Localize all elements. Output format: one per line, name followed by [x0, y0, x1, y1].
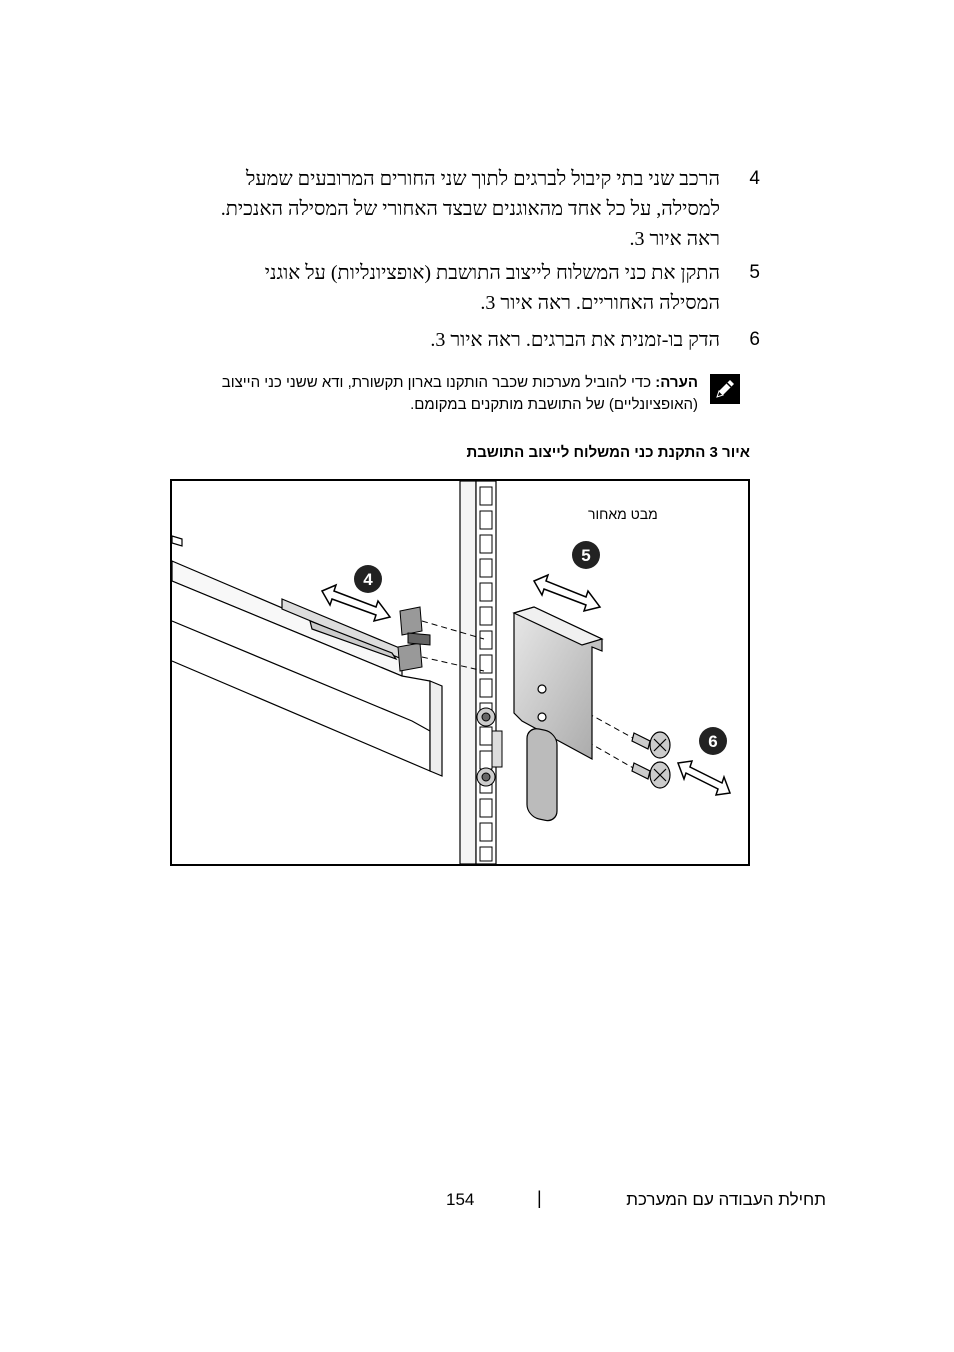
callout-4: 4 — [363, 570, 373, 589]
step-line: הרכב שני בתי קיבול לברגים לתוך שני החורים המרובעים שמעל — [245, 168, 720, 190]
rack-diagram — [172, 481, 748, 864]
step-number: 6 — [749, 329, 760, 350]
step-line: הדק בו-זמנית את הברגים. ראה איור 3. — [430, 329, 720, 351]
rail-clips — [398, 607, 430, 671]
footer-separator: | — [537, 1188, 542, 1208]
step-line: למסילה, על כל אחד מהאוגנים שבצד האחורי של המסילה האנכית. — [220, 198, 720, 220]
step-5 — [110, 258, 760, 318]
rack-rail — [460, 481, 496, 864]
shipping-bracket — [514, 607, 602, 823]
step-line: המסילה האחוריים. ראה איור 3. — [480, 292, 720, 314]
step-text — [100, 164, 720, 254]
step-4 — [110, 164, 760, 254]
figure-illustration — [170, 479, 750, 866]
note-line: כדי להוביל מערכות שכבר הותקנו בארון תקשורת, ודא ששני כני הייצוב — [221, 374, 652, 391]
note-pencil-icon — [710, 374, 740, 404]
step-number: 5 — [749, 262, 760, 283]
note-line: (האופציונליים) של התושבת מותקנים במקומם. — [410, 396, 698, 413]
rear-view-label: מבט מאחור — [588, 506, 658, 522]
step-line: התקן את כני המשלוח לייצוב התושבת (אופציונליות) על אוגני — [264, 262, 720, 284]
thumbscrews — [632, 732, 670, 788]
step-text — [100, 325, 720, 355]
step-6 — [110, 325, 760, 355]
step-text — [100, 258, 720, 318]
note-text — [158, 372, 698, 416]
footer-title: תחילת העבודה עם המערכת — [626, 1190, 826, 1209]
step-line: ראה איור 3. — [629, 228, 720, 250]
callout-5: 5 — [581, 546, 591, 565]
callout-6: 6 — [708, 732, 718, 751]
figure-caption: איור 3 התקנת כני המשלוח לייצוב התושבת — [466, 444, 750, 461]
page-number: 154 — [446, 1190, 475, 1209]
note-label: הערה: — [655, 374, 698, 391]
step-number: 4 — [749, 168, 760, 189]
